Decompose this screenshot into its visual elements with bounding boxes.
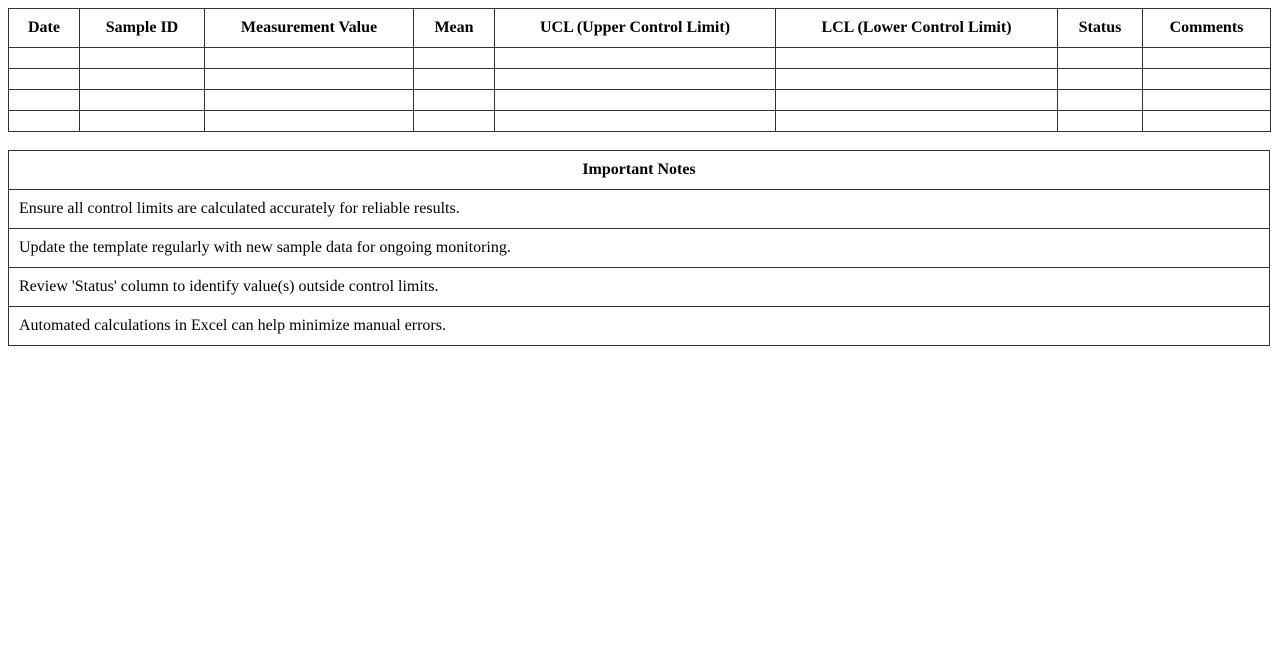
table-cell[interactable] bbox=[205, 48, 414, 69]
control-chart-log-table bbox=[8, 8, 1271, 132]
table-cell[interactable] bbox=[495, 69, 776, 90]
note-row bbox=[9, 268, 1270, 307]
header-comments: Comments bbox=[1143, 9, 1271, 48]
table-cell[interactable] bbox=[1058, 111, 1143, 132]
table-cell[interactable] bbox=[9, 90, 80, 111]
table-row bbox=[9, 69, 1271, 90]
note-row bbox=[9, 229, 1270, 268]
table-cell[interactable] bbox=[776, 48, 1058, 69]
table-cell[interactable] bbox=[776, 90, 1058, 111]
table-cell[interactable] bbox=[9, 69, 80, 90]
note-text: Ensure all control limits are calculated accurately for reliable results. bbox=[9, 190, 1270, 229]
table-cell[interactable] bbox=[80, 111, 205, 132]
table-cell[interactable] bbox=[205, 111, 414, 132]
table-cell[interactable] bbox=[1058, 90, 1143, 111]
header-lcl: LCL (Lower Control Limit) bbox=[776, 9, 1058, 48]
header-date: Date bbox=[9, 9, 80, 48]
note-text: Review 'Status' column to identify value(s) outside control limits. bbox=[9, 268, 1270, 307]
table-cell[interactable] bbox=[414, 69, 495, 90]
table-cell[interactable] bbox=[80, 90, 205, 111]
table-cell[interactable] bbox=[1143, 69, 1271, 90]
table-cell[interactable] bbox=[776, 69, 1058, 90]
table-cell[interactable] bbox=[1143, 90, 1271, 111]
table-cell[interactable] bbox=[495, 90, 776, 111]
table-cell[interactable] bbox=[495, 111, 776, 132]
table-cell[interactable] bbox=[1143, 111, 1271, 132]
table-cell[interactable] bbox=[80, 69, 205, 90]
table-cell[interactable] bbox=[414, 48, 495, 69]
table-cell[interactable] bbox=[414, 90, 495, 111]
document bbox=[8, 8, 1270, 346]
note-text: Update the template regularly with new sample data for ongoing monitoring. bbox=[9, 229, 1270, 268]
table-row bbox=[9, 111, 1271, 132]
table-cell[interactable] bbox=[205, 69, 414, 90]
table-cell[interactable] bbox=[1058, 48, 1143, 69]
header-ucl: UCL (Upper Control Limit) bbox=[495, 9, 776, 48]
table-cell[interactable] bbox=[205, 90, 414, 111]
header-mean: Mean bbox=[414, 9, 495, 48]
notes-title: Important Notes bbox=[9, 151, 1270, 190]
table-row bbox=[9, 90, 1271, 111]
important-notes-table bbox=[8, 150, 1270, 346]
table-cell[interactable] bbox=[414, 111, 495, 132]
note-row bbox=[9, 307, 1270, 346]
table-cell[interactable] bbox=[1143, 48, 1271, 69]
header-sample-id: Sample ID bbox=[80, 9, 205, 48]
notes-header-row bbox=[9, 151, 1270, 190]
header-row bbox=[9, 9, 1271, 48]
header-measurement-value: Measurement Value bbox=[205, 9, 414, 48]
table-cell[interactable] bbox=[776, 111, 1058, 132]
note-text: Automated calculations in Excel can help minimize manual errors. bbox=[9, 307, 1270, 346]
note-row bbox=[9, 190, 1270, 229]
table-cell[interactable] bbox=[9, 48, 80, 69]
table-cell[interactable] bbox=[9, 111, 80, 132]
table-cell[interactable] bbox=[1058, 69, 1143, 90]
table-row bbox=[9, 48, 1271, 69]
header-status: Status bbox=[1058, 9, 1143, 48]
table-cell[interactable] bbox=[495, 48, 776, 69]
table-cell[interactable] bbox=[80, 48, 205, 69]
